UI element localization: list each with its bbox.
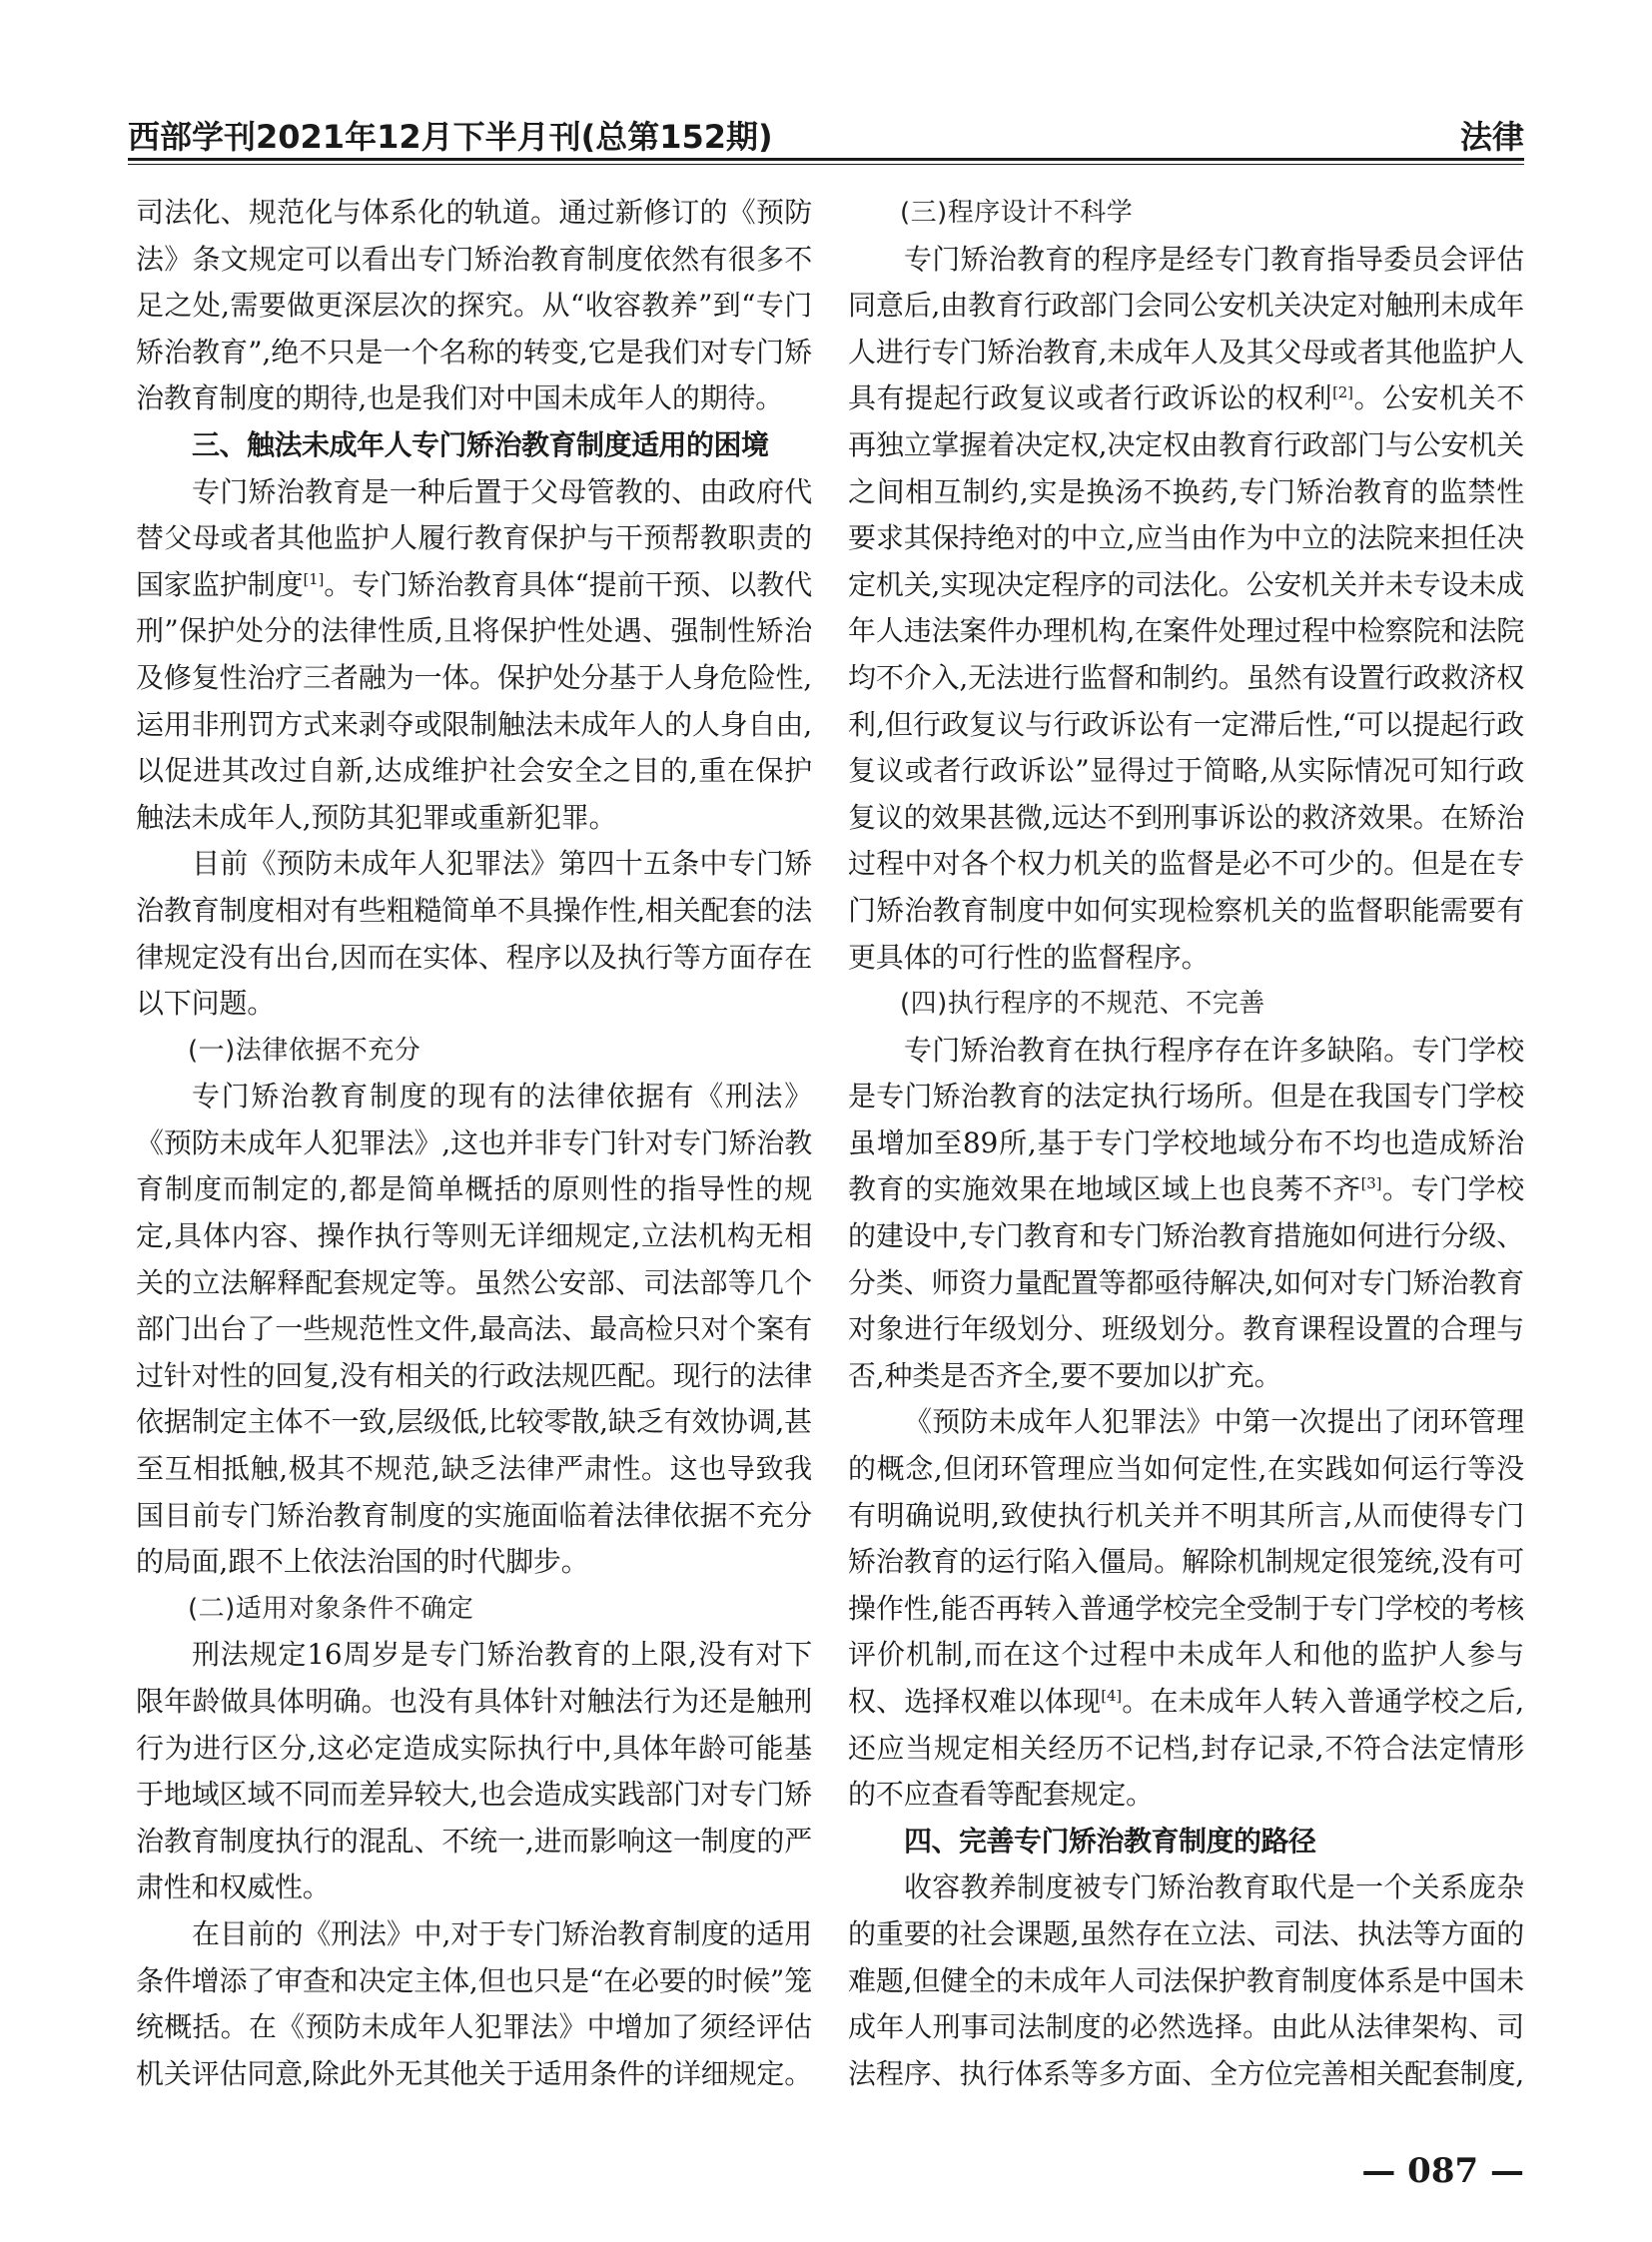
subsection-heading: (三)程序设计不科学 — [900, 198, 1134, 228]
paragraph: 在目前的《刑法》中,对于专门矫治教育制度的适用条件增添了审查和决定主体,但也只是“在必要的时候”笼统概括。在《预防未成年人犯罪法》中增加了须经评估机关评估同意,除此外无其他关于适用条件的详细规定。 — [136, 1916, 812, 2090]
citation-ref: [2] — [1332, 383, 1353, 402]
section-heading: 四、完善专门矫治教育制度的路径 — [904, 1824, 1316, 1858]
paragraph-text: 专门矫治教育是一种后置于父母管教的、由政府代替父母或者其他监护人履行教育保护与干预帮教职责的国家监护制度 — [136, 474, 812, 601]
paragraph-text: 。公安机关不再独立掌握着决定权,决定权由教育行政部门与公安机关之间相互制约,实是换汤不换药,专门矫治教育的监禁性要求其保持绝对的中立,应当由作为中立的法院来担任决定机关,实现决定程序的司法化。公安机关并未专设未成年人违法案件办理机构,在案件处理过程中检察院和法院均不介入,无法进行监督和制约。虽然有设置行政救济权利,但行政复议与行政诉讼有一定滞后性,“可以提起行政复议或者行政诉讼”显得过于简略,从实际情况可知行政复议的效果甚微,远达不到刑事诉讼的救济效果。在矫治过程中对各个权力机关的监督是必不可少的。但是在专门矫治教育制度中如何实现检察机关的监督职能需要有更具体的可行性的监督程序。 — [848, 381, 1524, 974]
section-heading: 三、触法未成年人专门矫治教育制度适用的困境 — [192, 427, 769, 461]
subsection-heading: (一)法律依据不充分 — [188, 1035, 421, 1066]
paragraph-text: 。专门学校的建设中,专门教育和专门矫治教育措施如何进行分级、分类、师资力量配置等都亟待解决,如何对专门矫治教育对象进行年级划分、班级划分。教育课程设置的合理与否,种类是否齐全,要不要加以扩充。 — [848, 1172, 1524, 1392]
paragraph: 专门矫治教育制度的现有的法律依据有《刑法》《预防未成年人犯罪法》,这也并非专门针对专门矫治教育制度而制定的,都是简单概括的原则性的指导性的规定,具体内容、操作执行等则无详细规定,立法机构无相关的立法解释配套规定等。虽然公安部、司法部等几个部门出台了一些规范性文件,最高法、最高检只对个案有过针对性的回复,没有相关的行政法规匹配。现行的法律依据制定主体不一致,层级低,比较零散,缺乏有效协调,甚至互相抵触,极其不规范,缺乏法律严肃性。这也导致我国目前专门矫治教育制度的实施面临着法律依据不充分的局面,跟不上依法治国的时代脚步。 — [136, 1080, 812, 1579]
citation-ref: [3] — [1360, 1174, 1382, 1193]
paragraph: 刑法规定16周岁是专门矫治教育的上限,没有对下限年龄做具体明确。也没有具体针对触法行为还是触刑行为进行区分,这必定造成实际执行中,具体年龄可能基于地域区域不同而差异较大,也会造成实践部门对专门矫治教育制度执行的混乱、不统一,进而影响这一制度的严肃性和权威性。 — [136, 1638, 812, 1904]
section-label: 法律 — [1459, 118, 1524, 156]
paragraph-text: 《预防未成年人犯罪法》中第一次提出了闭环管理的概念,但闭环管理应当如何定性,在实践如何运行等没有明确说明,致使执行机关并不明其所言,从而使得专门矫治教育的运行陷入僵局。解除机制规定很笼统,没有可操作性,能否再转入普通学校完全受制于专门学校的考核评价机制,而在这个过程中未成年人和他的监护人参与权、选择权难以体现 — [848, 1405, 1524, 1718]
paragraph-text: 。专门矫治教育具体“提前干预、以教代刑”保护处分的法律性质,且将保护性处遇、强制性矫治及修复性治疗三者融为一体。保护处分基于人身危险性,运用非刑罚方式来剥夺或限制触法未成年人的人身自由,以促进其改过自新,达成维护社会安全之目的,重在保护触法未成年人,预防其犯罪或重新犯罪。 — [136, 567, 812, 834]
paragraph: 目前《预防未成年人犯罪法》第四十五条中专门矫治教育制度相对有些粗糙简单不具操作性,相关配套的法律规定没有出台,因而在实体、程序以及执行等方面存在以下问题。 — [136, 847, 812, 1021]
right-column — [848, 190, 1524, 2097]
subsection-heading: (二)适用对象条件不确定 — [188, 1593, 474, 1624]
paragraph: 收容教养制度被专门矫治教育取代是一个关系庞杂的重要的社会课题,虽然存在立法、司法、执法等方面的难题,但健全的未成年人司法保护教育制度体系是中国未成年人刑事司法制度的必然选择。由此从法律架构、司法程序、执行体系等多方面、全方位完善相关配套制度, — [848, 1870, 1524, 2090]
paragraph-text: 。在未成年人转入普通学校之后,还应当规定相关经历不记档,封存记录,不符合法定情形的不应查看等配套规定。 — [848, 1685, 1524, 1812]
subsection-heading: (四)执行程序的不规范、不完善 — [900, 989, 1265, 1020]
paragraph — [136, 469, 812, 842]
citation-ref: [1] — [303, 569, 325, 588]
page-number: — 087 — — [1361, 2151, 1524, 2191]
running-header — [128, 110, 1524, 158]
header-rule-thick — [128, 158, 1524, 161]
paragraph — [848, 1028, 1524, 1400]
citation-ref: [4] — [1101, 1687, 1122, 1705]
paragraph: 司法化、规范化与体系化的轨道。通过新修订的《预防法》条文规定可以看出专门矫治教育制度依然有很多不足之处,需要做更深层次的探究。从“收容教养”到“专门矫治教育”,绝不只是一个名称的转变,它是我们对专门矫治教育制度的期待,也是我们对中国未成年人的期待。 — [136, 196, 812, 415]
paragraph-text: 专门矫治教育在执行程序存在许多缺陷。专门学校是专门矫治教育的法定执行场所。但是在我国专门学校虽增加至89所,基于专门学校地域分布不均也造成矫治教育的实施效果在地域区域上也良莠不齐 — [848, 1033, 1524, 1206]
paragraph — [848, 1399, 1524, 1818]
paragraph — [848, 237, 1524, 982]
left-column — [136, 190, 812, 2097]
journal-title: 西部学刊2021年12月下半月刊(总第152期) — [128, 118, 773, 156]
paragraph-text: 专门矫治教育的程序是经专门教育指导委员会评估同意后,由教育行政部门会同公安机关决定对触刑未成年人进行专门矫治教育,未成年人及其父母或者其他监护人具有提起行政复议或者行政诉讼的权利 — [848, 242, 1524, 415]
header-rule-thin — [128, 164, 1524, 165]
